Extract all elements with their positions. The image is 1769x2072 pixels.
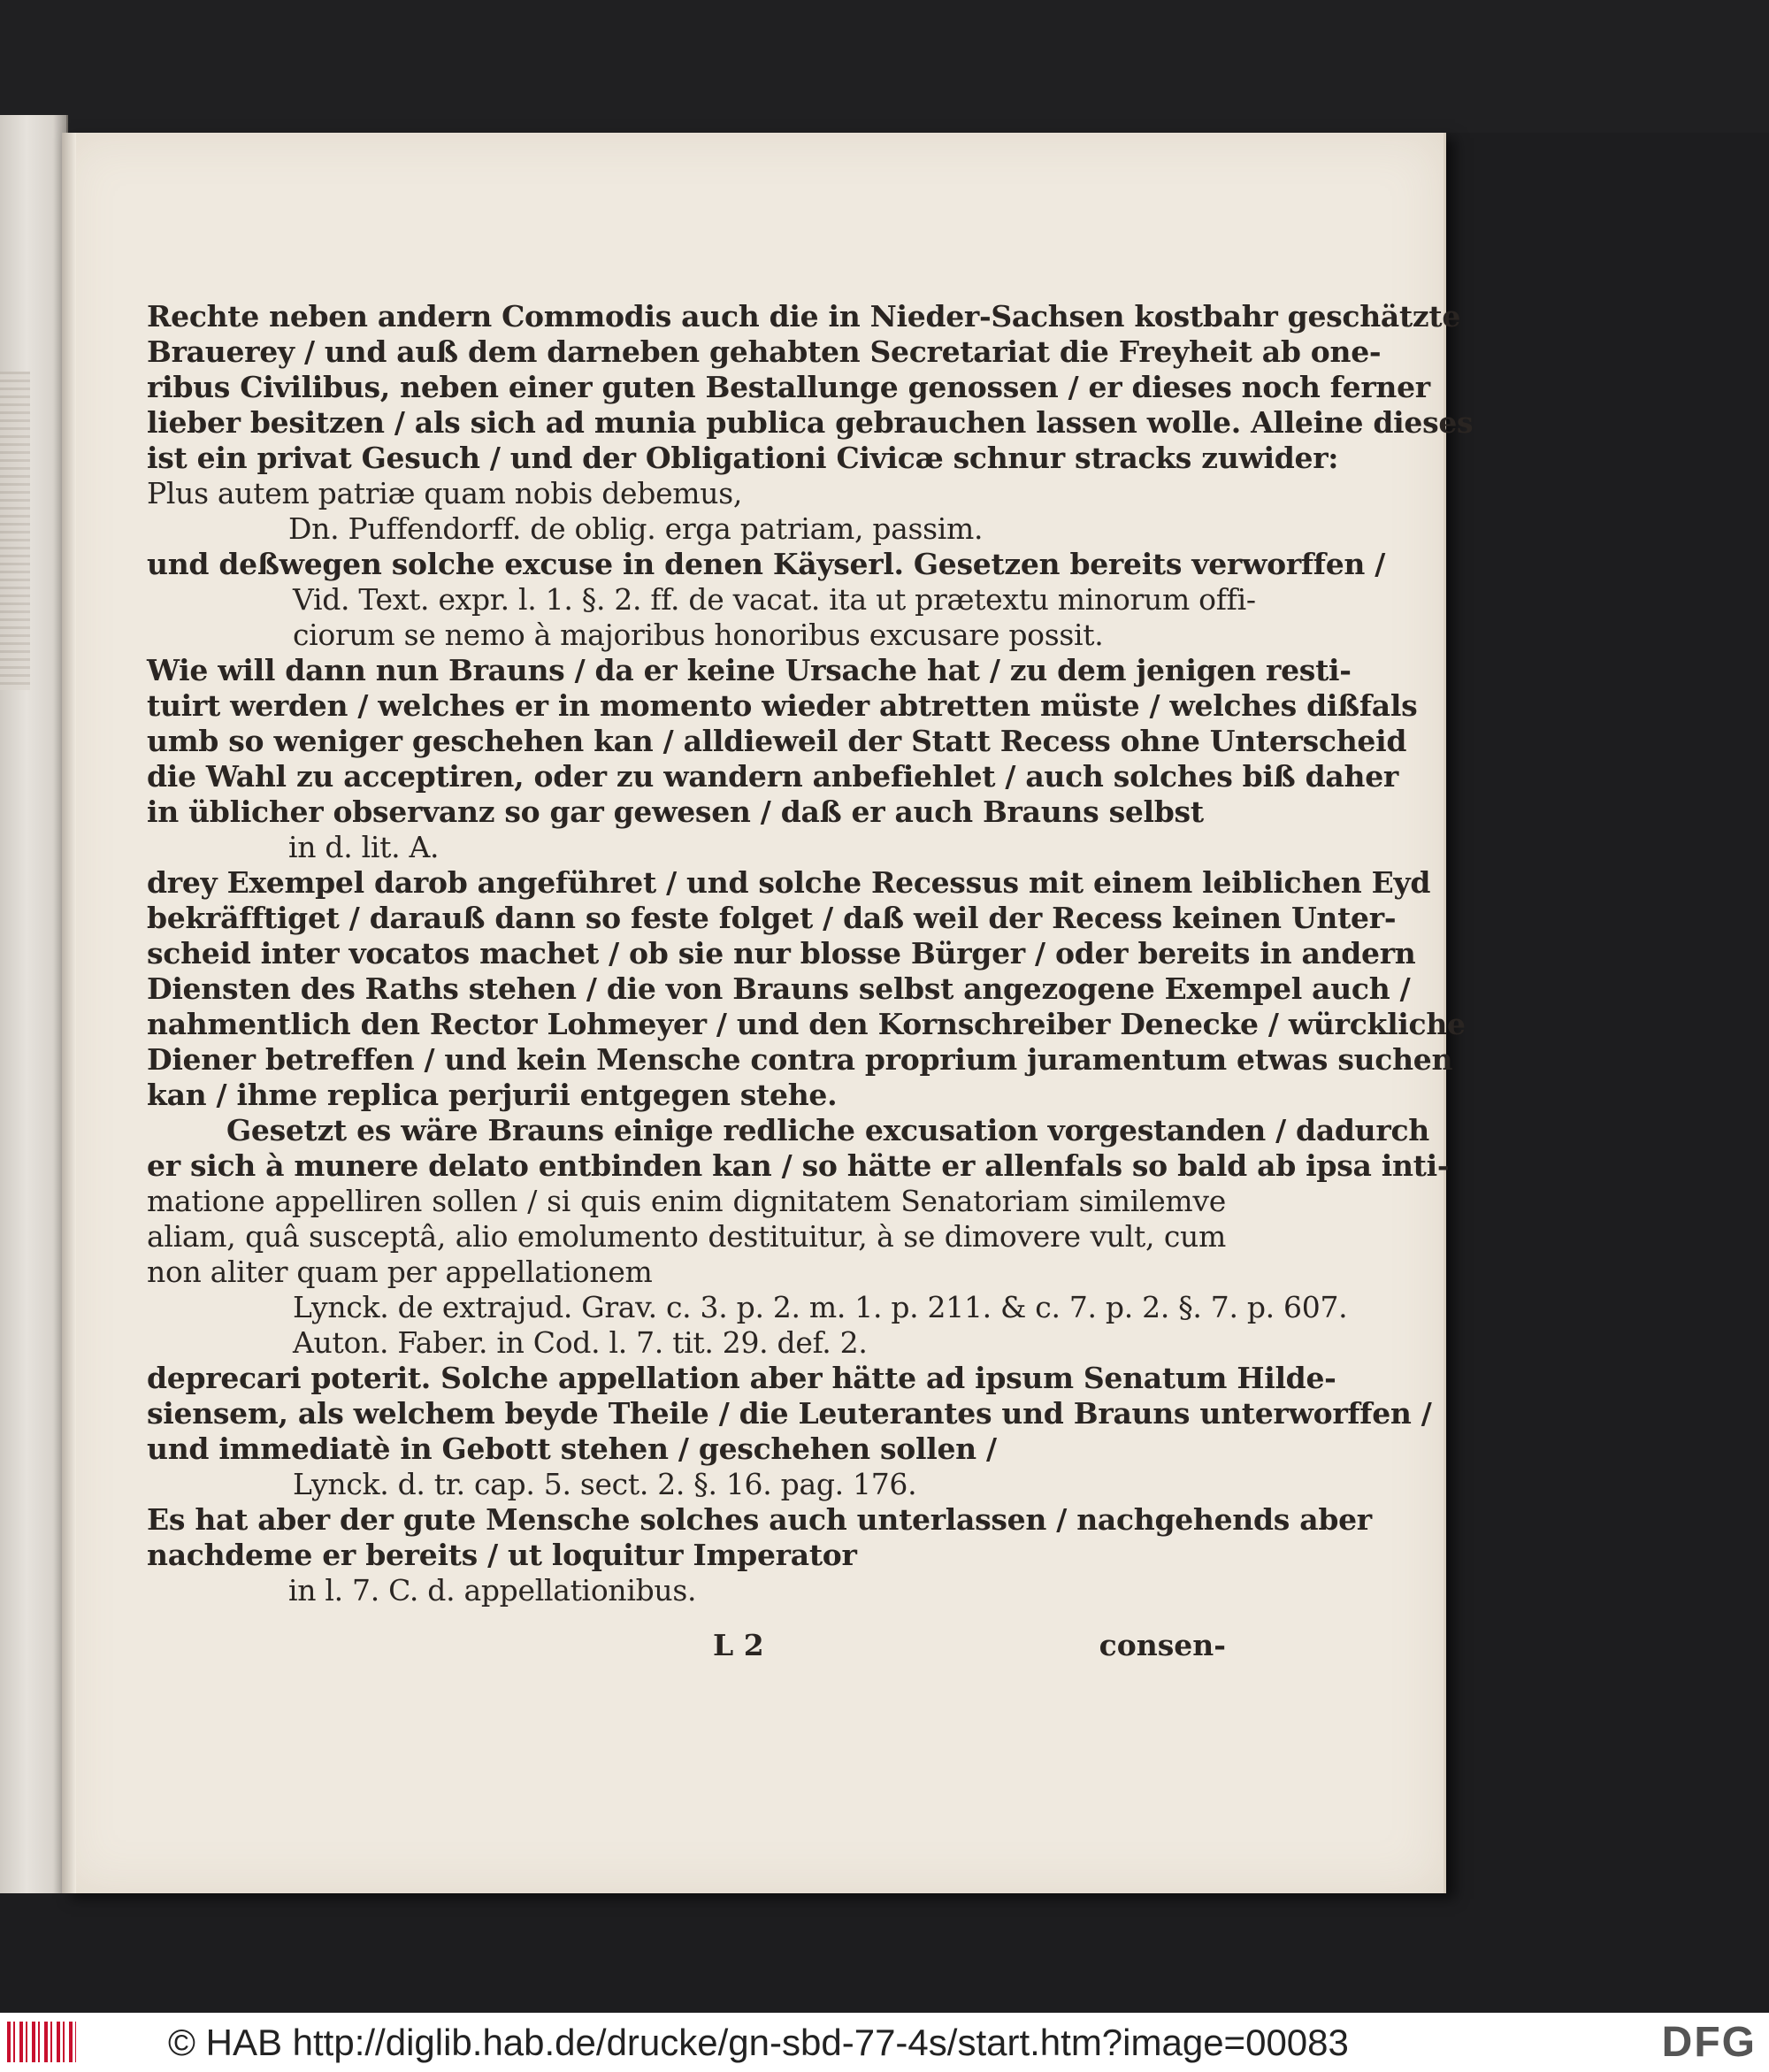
- page-footer: [147, 1628, 1226, 1663]
- citation-line: Vid. Text. expr. l. 1. §. 2. ff. de vacat. ita ut prætextu minorum offi-: [293, 582, 1256, 617]
- book-page: [62, 133, 1474, 1893]
- text-line: aliam, quâ susceptâ, alio emolumento destituitur, à se dimovere vult, cum: [147, 1219, 1226, 1254]
- text-line: drey Exempel darob angeführet / und solche Recessus mit einem leiblichen Eyd: [147, 865, 1431, 900]
- text-line: Plus autem patriæ quam nobis debemus,: [147, 476, 743, 510]
- dfg-logo: DFG: [1661, 2019, 1757, 2066]
- text-line: deprecari poterit. Solche appellation aber hätte ad ipsum Senatum Hilde-: [147, 1361, 1336, 1395]
- citation-line: Lynck. d. tr. cap. 5. sect. 2. §. 16. pag. 176.: [293, 1467, 917, 1501]
- citation-line: in l. 7. C. d. appellationibus.: [288, 1573, 697, 1608]
- page-text: [147, 299, 1474, 1608]
- copyright-bar: [0, 2013, 1769, 2072]
- text-line: die Wahl zu acceptiren, oder zu wandern anbefiehlet / auch solches biß daher: [147, 759, 1398, 794]
- text-line: Es hat aber der gute Mensche solches auch unterlassen / nachgehends aber: [147, 1502, 1372, 1537]
- citation-line: ciorum se nemo à majoribus honoribus excusare possit.: [293, 618, 1104, 652]
- text-line: ist ein privat Gesuch / und der Obligationi Civicæ schnur stracks zuwider:: [147, 441, 1339, 475]
- copyright-link[interactable]: © HAB http://diglib.hab.de/drucke/gn-sbd-77-4s/start.htm?image=00083: [168, 2022, 1349, 2063]
- text-line: non aliter quam per appellationem: [147, 1255, 653, 1289]
- text-line: umb so weniger geschehen kan / alldieweil der Statt Recess ohne Unterscheid: [147, 724, 1407, 758]
- text-line: matione appelliren sollen / si quis enim dignitatem Senatoriam similemve: [147, 1184, 1226, 1218]
- facing-page-text-edge: [0, 372, 30, 690]
- citation-line: Lynck. de extrajud. Grav. c. 3. p. 2. m. 1. p. 211. & c. 7. p. 2. §. 7. p. 607.: [293, 1290, 1348, 1324]
- text-line: kan / ihme replica perjurii entgegen stehe.: [147, 1078, 838, 1112]
- text-line: und deßwegen solche excuse in denen Käyserl. Gesetzen bereits verworffen /: [147, 547, 1386, 581]
- hab-barcode-icon: [7, 2022, 76, 2062]
- citation-line: Dn. Puffendorff. de oblig. erga patriam, passim.: [288, 511, 984, 546]
- facing-page-edge: [0, 115, 68, 1893]
- text-line: und immediatè in Gebott stehen / geschehen sollen /: [147, 1431, 997, 1466]
- text-line: in üblicher observanz so gar gewesen / daß er auch Brauns selbst: [147, 794, 1204, 829]
- signature-mark: L 2: [713, 1628, 764, 1662]
- text-line: Diener betreffen / und kein Mensche contra proprium juramentum etwas suchen: [147, 1042, 1453, 1077]
- text-line: scheid inter vocatos machet / ob sie nur blosse Bürger / oder bereits in andern: [147, 936, 1416, 971]
- text-line: lieber besitzen / als sich ad munia publica gebrauchen lassen wolle. Alleine dieses: [147, 405, 1474, 440]
- catchword: consen-: [1099, 1628, 1226, 1662]
- citation-line: Auton. Faber. in Cod. l. 7. tit. 29. def. 2.: [293, 1325, 868, 1360]
- text-line: nachdeme er bereits / ut loquitur Imperator: [147, 1538, 857, 1572]
- citation-line: in d. lit. A.: [288, 830, 440, 864]
- text-line: ribus Civilibus, neben einer guten Bestallunge genossen / er dieses noch ferner: [147, 370, 1430, 404]
- text-line: bekräfftiget / darauß dann so feste folget / daß weil der Recess keinen Unter-: [147, 901, 1397, 935]
- text-line: nahmentlich den Rector Lohmeyer / und den Kornschreiber Denecke / würckliche: [147, 1007, 1466, 1041]
- text-line: Wie will dann nun Brauns / da er keine Ursache hat / zu dem jenigen resti-: [147, 653, 1352, 687]
- text-line: Diensten des Raths stehen / die von Brauns selbst angezogene Exempel auch /: [147, 971, 1411, 1006]
- text-line: Brauerey / und auß dem darneben gehabten Secretariat die Freyheit ab one-: [147, 334, 1382, 369]
- page-gutter-shadow: [62, 133, 76, 1893]
- scanner-backdrop: [0, 0, 1769, 133]
- text-line: er sich à munere delato entbinden kan / so hätte er allenfals so bald ab ipsa inti-: [147, 1148, 1450, 1183]
- text-line: tuirt werden / welches er in momento wieder abtretten müste / welches dißfals: [147, 688, 1418, 723]
- paragraph-start-line: Gesetzt es wäre Brauns einige redliche excusation vorgestanden / dadurch: [226, 1113, 1429, 1147]
- text-line: siensem, als welchem beyde Theile / die Leuterantes und Brauns unterworffen /: [147, 1396, 1432, 1431]
- text-line: Rechte neben andern Commodis auch die in Nieder-Sachsen kostbahr geschätzte: [147, 299, 1461, 334]
